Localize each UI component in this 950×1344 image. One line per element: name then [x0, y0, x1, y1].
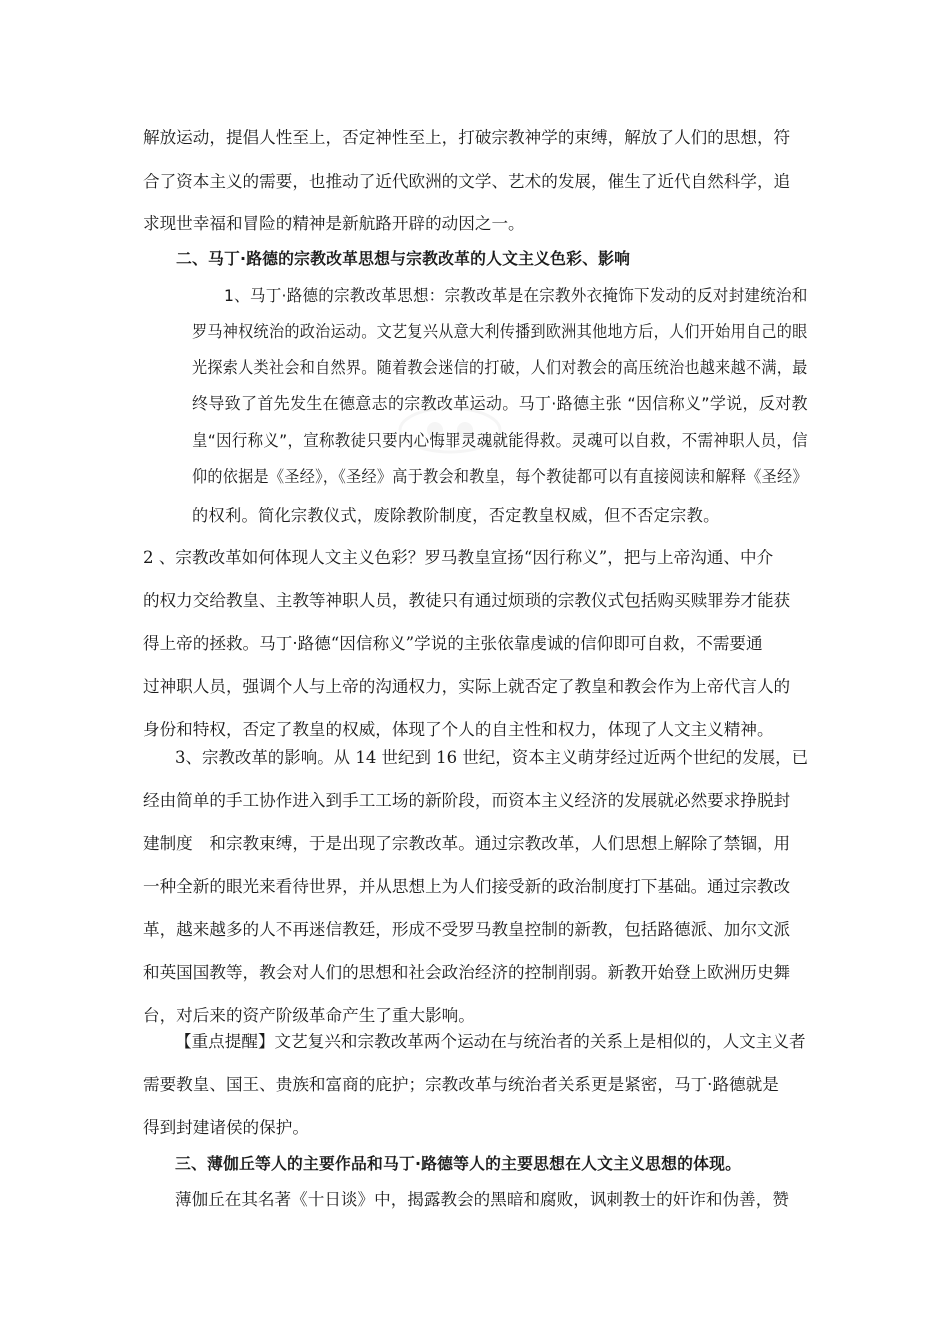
intro-line: 解放运动，提倡人性至上，否定神性至上，打破宗教神学的束缚，解放了人们的思想，符 [143, 128, 791, 147]
section-heading: 二、马丁·路德的宗教改革思想与宗教改革的人文主义色彩、影响 [176, 249, 631, 268]
intro-line: 合了资本主义的需要，也推动了近代欧洲的文学、艺术的发展，催生了近代自然科学，追 [143, 172, 791, 191]
section3-line: 薄伽丘在其名著《十日谈》中，揭露教会的黑暗和腐败，讽刺教士的奸诈和伪善，赞 [175, 1190, 789, 1209]
point2-line: 身份和特权，否定了教皇的权威，体现了个人的自主性和权力，体现了人文主义精神。 [143, 720, 774, 739]
point3-line: 3、宗教改革的影响。从 14 世纪到 16 世纪，资本主义萌芽经过近两个世纪的发展，已 [175, 748, 809, 767]
point3-line: 经由简单的手工协作进入到手工工场的新阶段，而资本主义经济的发展就必然要求挣脱封 [143, 791, 791, 810]
point3-line: 台，对后来的资产阶级革命产生了重大影响。 [143, 1006, 475, 1025]
section-heading: 三、薄伽丘等人的主要作品和马丁·路德等人的主要思想在人文主义思想的体现。 [175, 1154, 742, 1173]
point2-line: 的权力交给教皇、主教等神职人员，教徒只有通过烦琐的宗教仪式包括购买赎罪券才能获 [143, 591, 791, 610]
point3-line: 革，越来越多的人不再迷信教廷，形成不受罗马教皇控制的新教，包括路德派、加尔文派 [143, 920, 791, 939]
point2-line: 2 、宗教改革如何体现人文主义色彩？罗马教皇宣扬“因行称义”，把与上帝沟通、中介 [143, 548, 774, 567]
point1-line: 仰的依据是《圣经》，《圣经》高于教会和教皇，每个教徒都可以有直接阅读和解释《圣经》 [192, 467, 808, 486]
point1-line: 1、马丁·路德的宗教改革思想：宗教改革是在宗教外衣掩饰下发动的反对封建统治和 [224, 286, 808, 305]
point2-line: 过神职人员，强调个人与上帝的沟通权力，实际上就否定了教皇和教会作为上帝代言人的 [143, 677, 791, 696]
point1-line: 的权利。简化宗教仪式，废除教阶制度，否定教皇权威，但不否定宗教。 [192, 506, 720, 525]
point2-line: 得上帝的拯救。马丁·路德“因信称义”学说的主张依靠虔诚的信仰即可自救，不需要通 [143, 634, 763, 653]
point3-line: 和英国国教等，教会对人们的思想和社会政治经济的控制削弱。新教开始登上欧洲历史舞 [143, 963, 791, 982]
point3-line: 建制度 和宗教束缚，于是出现了宗教改革。通过宗教改革，人们思想上解除了禁锢，用 [143, 834, 791, 853]
reminder-line: 【重点提醒】文艺复兴和宗教改革两个运动在与统治者的关系上是相似的，人文主义者 [175, 1032, 806, 1051]
point1-line: 光探索人类社会和自然界。随着教会迷信的打破，人们对教会的高压统治也越来越不满，最 [192, 358, 808, 377]
point1-line: 罗马神权统治的政治运动。文艺复兴从意大利传播到欧洲其他地方后，人们开始用自己的眼 [192, 322, 808, 341]
reminder-line: 得到封建诸侯的保护。 [143, 1118, 309, 1137]
reminder-line: 需要教皇、国王、贵族和富商的庇护；宗教改革与统治者关系更是紧密，马丁·路德就是 [143, 1075, 779, 1094]
point3-line: 一种全新的眼光来看待世界，并从思想上为人们接受新的政治制度打下基础。通过宗教改 [143, 877, 791, 896]
intro-line: 求现世幸福和冒险的精神是新航路开辟的动因之一。 [143, 214, 525, 233]
point1-line: 终导致了首先发生在德意志的宗教改革运动。马丁·路德主张 “因信称义”学说，反对教 [192, 394, 808, 413]
point1-line: 皇“因行称义”，宣称教徒只要内心悔罪灵魂就能得救。灵魂可以自救，不需神职人员，信 [192, 431, 808, 450]
